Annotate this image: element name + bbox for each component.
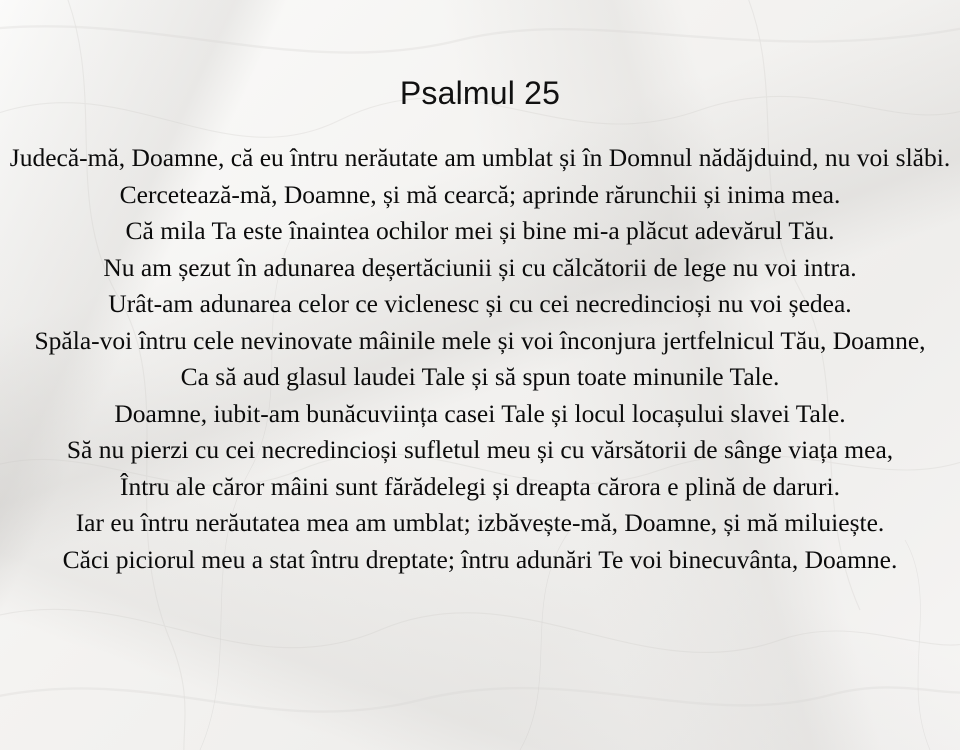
psalm-verse-list <box>0 140 960 578</box>
psalm-verse: Ca să aud glasul laudei Tale și să spun toate minunile Tale. <box>180 362 780 391</box>
psalm-verse: Căci piciorul meu a stat întru dreptate; întru adunări Te voi binecuvânta, Doamne. <box>62 544 898 574</box>
psalm-verse: Iar eu întru nerăutatea mea am umblat; izbăvește-mă, Doamne, și mă miluiește. <box>75 508 885 537</box>
page-title: Psalmul 25 <box>399 75 561 112</box>
psalm-verse: Doamne, iubit-am bunăcuviința casei Tale și locul locașului slavei Tale. <box>114 398 846 428</box>
psalm-verse: Spăla-voi întru cele nevinovate mâinile mele și voi înconjura jertfelnicul Tău, Doamne, <box>34 325 926 355</box>
psalm-verse: Să nu pierzi cu cei necredincioși sufletul meu și cu vărsătorii de sânge viața mea, <box>66 435 894 464</box>
psalm-verse: Nu am șezut în adunarea deșertăciunii și cu călcătorii de lege nu voi intra. <box>103 252 857 282</box>
psalm-verse: Urât-am adunarea celor ce viclenesc și cu cei necredincioși nu voi ședea. <box>108 289 852 318</box>
psalm-verse: Judecă-mă, Doamne, că eu întru nerăutate am umblat și în Domnul nădăjduind, nu voi slăbi. <box>9 143 951 172</box>
psalm-verse: Cercetează-mă, Doamne, și mă cearcă; aprinde rărunchii și inima mea. <box>119 179 841 209</box>
psalm-verse: Întru ale căror mâini sunt fărădelegi și dreapta cărora e plină de daruri. <box>119 471 841 501</box>
psalm-verse: Că mila Ta este înaintea ochilor mei și bine mi-a plăcut adevărul Tău. <box>125 216 835 245</box>
